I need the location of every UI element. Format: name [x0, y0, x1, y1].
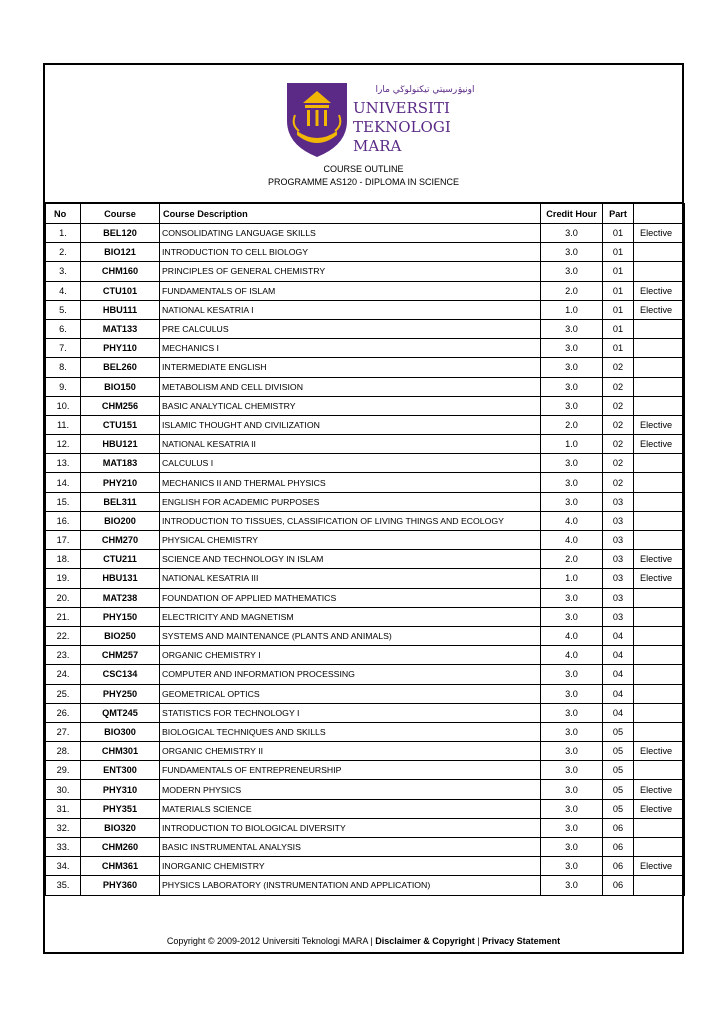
row-number: 21.	[46, 607, 81, 626]
table-row	[46, 646, 685, 665]
part: 02	[603, 396, 634, 415]
credit-hour: 1.0	[541, 435, 603, 454]
header-course: Course	[81, 204, 160, 224]
course-description: CALCULUS I	[160, 454, 541, 473]
course-code: CTU101	[81, 281, 160, 300]
row-number: 27.	[46, 722, 81, 741]
credit-hour: 3.0	[541, 665, 603, 684]
course-code: HBU131	[81, 569, 160, 588]
table-row	[46, 838, 685, 857]
course-description: INTRODUCTION TO TISSUES, CLASSIFICATION OF LIVING THINGS AND ECOLOGY	[160, 511, 541, 530]
course-description: BASIC ANALYTICAL CHEMISTRY	[160, 396, 541, 415]
table-row	[46, 799, 685, 818]
table-row	[46, 742, 685, 761]
part: 02	[603, 454, 634, 473]
row-number: 26.	[46, 703, 81, 722]
credit-hour: 3.0	[541, 243, 603, 262]
table-row	[46, 377, 685, 396]
course-code: CHM361	[81, 857, 160, 876]
elective-note	[634, 818, 685, 837]
table-row	[46, 818, 685, 837]
credit-hour: 3.0	[541, 818, 603, 837]
course-description: SCIENCE AND TECHNOLOGY IN ISLAM	[160, 550, 541, 569]
header-no: No	[46, 204, 81, 224]
credit-hour: 4.0	[541, 531, 603, 550]
course-description: PRINCIPLES OF GENERAL CHEMISTRY	[160, 262, 541, 281]
credit-hour: 3.0	[541, 780, 603, 799]
table-row	[46, 761, 685, 780]
course-description: FUNDAMENTALS OF ISLAM	[160, 281, 541, 300]
elective-note	[634, 588, 685, 607]
course-code: BIO150	[81, 377, 160, 396]
course-code: MAT183	[81, 454, 160, 473]
privacy-link[interactable]: Privacy Statement	[482, 936, 561, 946]
row-number: 4.	[46, 281, 81, 300]
table-row	[46, 319, 685, 338]
table-row	[46, 473, 685, 492]
course-description: SYSTEMS AND MAINTENANCE (PLANTS AND ANIMALS)	[160, 626, 541, 645]
credit-hour: 3.0	[541, 607, 603, 626]
part: 01	[603, 224, 634, 243]
credit-hour: 3.0	[541, 742, 603, 761]
course-code: CTU211	[81, 550, 160, 569]
row-number: 9.	[46, 377, 81, 396]
logo-line-1: UNIVERSITI	[353, 99, 450, 117]
part: 05	[603, 780, 634, 799]
part: 02	[603, 435, 634, 454]
elective-note: Elective	[634, 281, 685, 300]
row-number: 30.	[46, 780, 81, 799]
row-number: 1.	[46, 224, 81, 243]
table-row	[46, 511, 685, 530]
part: 01	[603, 243, 634, 262]
course-description: ORGANIC CHEMISTRY II	[160, 742, 541, 761]
course-description: MATERIALS SCIENCE	[160, 799, 541, 818]
elective-note	[634, 626, 685, 645]
course-code: BIO121	[81, 243, 160, 262]
uitm-logo	[285, 79, 475, 159]
course-description: MECHANICS II AND THERMAL PHYSICS	[160, 473, 541, 492]
course-description: NATIONAL KESATRIA I	[160, 300, 541, 319]
course-code: CHM270	[81, 531, 160, 550]
elective-note	[634, 339, 685, 358]
elective-note	[634, 243, 685, 262]
elective-note: Elective	[634, 799, 685, 818]
row-number: 23.	[46, 646, 81, 665]
part: 03	[603, 588, 634, 607]
elective-note	[634, 492, 685, 511]
row-number: 31.	[46, 799, 81, 818]
table-row	[46, 435, 685, 454]
row-number: 5.	[46, 300, 81, 319]
elective-note: Elective	[634, 435, 685, 454]
row-number: 14.	[46, 473, 81, 492]
row-number: 32.	[46, 818, 81, 837]
part: 04	[603, 646, 634, 665]
credit-hour: 1.0	[541, 569, 603, 588]
table-row	[46, 224, 685, 243]
elective-note: Elective	[634, 742, 685, 761]
row-number: 3.	[46, 262, 81, 281]
course-code: BEL311	[81, 492, 160, 511]
course-description: CONSOLIDATING LANGUAGE SKILLS	[160, 224, 541, 243]
credit-hour: 3.0	[541, 838, 603, 857]
course-code: PHY210	[81, 473, 160, 492]
row-number: 7.	[46, 339, 81, 358]
row-number: 24.	[46, 665, 81, 684]
table-row	[46, 415, 685, 434]
table-row	[46, 454, 685, 473]
credit-hour: 3.0	[541, 799, 603, 818]
footer-separator: |	[474, 936, 483, 946]
part: 02	[603, 358, 634, 377]
row-number: 33.	[46, 838, 81, 857]
document-title: COURSE OUTLINE	[323, 164, 404, 174]
course-code: CHM260	[81, 838, 160, 857]
course-description: BIOLOGICAL TECHNIQUES AND SKILLS	[160, 722, 541, 741]
course-code: CHM301	[81, 742, 160, 761]
course-description: FOUNDATION OF APPLIED MATHEMATICS	[160, 588, 541, 607]
part: 03	[603, 607, 634, 626]
course-description: INTRODUCTION TO BIOLOGICAL DIVERSITY	[160, 818, 541, 837]
credit-hour: 2.0	[541, 550, 603, 569]
table-row	[46, 550, 685, 569]
part: 03	[603, 492, 634, 511]
credit-hour: 2.0	[541, 415, 603, 434]
credit-hour: 3.0	[541, 703, 603, 722]
row-number: 29.	[46, 761, 81, 780]
part: 01	[603, 300, 634, 319]
table-row	[46, 262, 685, 281]
credit-hour: 2.0	[541, 281, 603, 300]
course-code: BEL260	[81, 358, 160, 377]
credit-hour: 3.0	[541, 761, 603, 780]
elective-note	[634, 531, 685, 550]
table-row	[46, 626, 685, 645]
course-description: ELECTRICITY AND MAGNETISM	[160, 607, 541, 626]
part: 01	[603, 319, 634, 338]
row-number: 17.	[46, 531, 81, 550]
part: 06	[603, 838, 634, 857]
course-code: BIO200	[81, 511, 160, 530]
course-description: PRE CALCULUS	[160, 319, 541, 338]
part: 03	[603, 550, 634, 569]
course-description: MECHANICS I	[160, 339, 541, 358]
document-subtitle: PROGRAMME AS120 - DIPLOMA IN SCIENCE	[267, 177, 460, 187]
course-description: ENGLISH FOR ACADEMIC PURPOSES	[160, 492, 541, 511]
credit-hour: 3.0	[541, 377, 603, 396]
header-credit-hour: Credit Hour	[541, 204, 603, 224]
row-number: 25.	[46, 684, 81, 703]
part: 04	[603, 665, 634, 684]
course-description: GEOMETRICAL OPTICS	[160, 684, 541, 703]
course-code: MAT133	[81, 319, 160, 338]
document-title-block	[45, 163, 682, 189]
credit-hour: 3.0	[541, 876, 603, 895]
credit-hour: 3.0	[541, 684, 603, 703]
row-number: 11.	[46, 415, 81, 434]
elective-note	[634, 262, 685, 281]
course-code: HBU111	[81, 300, 160, 319]
table-row	[46, 396, 685, 415]
part: 06	[603, 876, 634, 895]
course-table	[45, 203, 685, 896]
logo-arabic-text: اونيۏرسيتي تيكنولوڬي مارا	[375, 85, 475, 95]
course-code: PHY110	[81, 339, 160, 358]
course-code: CSC134	[81, 665, 160, 684]
elective-note	[634, 607, 685, 626]
credit-hour: 3.0	[541, 396, 603, 415]
course-description: INORGANIC CHEMISTRY	[160, 857, 541, 876]
course-code: MAT238	[81, 588, 160, 607]
credit-hour: 3.0	[541, 339, 603, 358]
elective-note	[634, 876, 685, 895]
table-row	[46, 492, 685, 511]
row-number: 15.	[46, 492, 81, 511]
credit-hour: 3.0	[541, 262, 603, 281]
part: 04	[603, 703, 634, 722]
part: 06	[603, 818, 634, 837]
part: 02	[603, 415, 634, 434]
course-description: MODERN PHYSICS	[160, 780, 541, 799]
elective-note	[634, 358, 685, 377]
table-row	[46, 531, 685, 550]
row-number: 18.	[46, 550, 81, 569]
part: 03	[603, 511, 634, 530]
course-code: PHY150	[81, 607, 160, 626]
header-extra	[634, 204, 685, 224]
row-number: 12.	[46, 435, 81, 454]
course-code: PHY250	[81, 684, 160, 703]
table-row	[46, 780, 685, 799]
row-number: 35.	[46, 876, 81, 895]
row-number: 20.	[46, 588, 81, 607]
course-code: CHM257	[81, 646, 160, 665]
part: 02	[603, 377, 634, 396]
table-row	[46, 358, 685, 377]
elective-note	[634, 319, 685, 338]
row-number: 13.	[46, 454, 81, 473]
course-code: BIO250	[81, 626, 160, 645]
elective-note: Elective	[634, 857, 685, 876]
elective-note: Elective	[634, 550, 685, 569]
credit-hour: 3.0	[541, 473, 603, 492]
course-description: INTERMEDIATE ENGLISH	[160, 358, 541, 377]
course-code: BIO320	[81, 818, 160, 837]
course-description: ISLAMIC THOUGHT AND CIVILIZATION	[160, 415, 541, 434]
course-code: QMT245	[81, 703, 160, 722]
elective-note	[634, 454, 685, 473]
document-page	[43, 63, 684, 954]
credit-hour: 3.0	[541, 358, 603, 377]
credit-hour: 3.0	[541, 492, 603, 511]
course-description: NATIONAL KESATRIA II	[160, 435, 541, 454]
footer-copyright: Copyright © 2009-2012 Universiti Teknologi MARA |	[166, 936, 376, 946]
table-row	[46, 281, 685, 300]
document-header	[45, 65, 682, 203]
part: 01	[603, 262, 634, 281]
elective-note	[634, 511, 685, 530]
table-row	[46, 607, 685, 626]
course-description: NATIONAL KESATRIA III	[160, 569, 541, 588]
course-description: METABOLISM AND CELL DIVISION	[160, 377, 541, 396]
course-description: PHYSICS LABORATORY (INSTRUMENTATION AND APPLICATION)	[160, 876, 541, 895]
table-row	[46, 243, 685, 262]
table-row	[46, 665, 685, 684]
part: 04	[603, 626, 634, 645]
course-description: STATISTICS FOR TECHNOLOGY I	[160, 703, 541, 722]
course-code: CHM256	[81, 396, 160, 415]
elective-note: Elective	[634, 780, 685, 799]
course-description: PHYSICAL CHEMISTRY	[160, 531, 541, 550]
credit-hour: 3.0	[541, 857, 603, 876]
credit-hour: 4.0	[541, 511, 603, 530]
course-code: ENT300	[81, 761, 160, 780]
header-description: Course Description	[160, 204, 541, 224]
elective-note: Elective	[634, 224, 685, 243]
part: 05	[603, 761, 634, 780]
credit-hour: 3.0	[541, 588, 603, 607]
row-number: 8.	[46, 358, 81, 377]
course-description: FUNDAMENTALS OF ENTREPRENEURSHIP	[160, 761, 541, 780]
elective-note	[634, 703, 685, 722]
course-code: HBU121	[81, 435, 160, 454]
elective-note	[634, 377, 685, 396]
table-row	[46, 684, 685, 703]
table-row	[46, 876, 685, 895]
table-row	[46, 857, 685, 876]
elective-note: Elective	[634, 300, 685, 319]
elective-note	[634, 722, 685, 741]
part: 04	[603, 684, 634, 703]
table-row	[46, 588, 685, 607]
elective-note	[634, 761, 685, 780]
course-description: BASIC INSTRUMENTAL ANALYSIS	[160, 838, 541, 857]
row-number: 19.	[46, 569, 81, 588]
elective-note	[634, 473, 685, 492]
course-code: PHY360	[81, 876, 160, 895]
part: 02	[603, 473, 634, 492]
course-description: ORGANIC CHEMISTRY I	[160, 646, 541, 665]
row-number: 28.	[46, 742, 81, 761]
logo-line-3: MARA	[353, 137, 402, 155]
row-number: 22.	[46, 626, 81, 645]
table-row	[46, 339, 685, 358]
course-description: INTRODUCTION TO CELL BIOLOGY	[160, 243, 541, 262]
table-row	[46, 300, 685, 319]
part: 05	[603, 742, 634, 761]
footer	[45, 931, 682, 952]
row-number: 34.	[46, 857, 81, 876]
credit-hour: 3.0	[541, 224, 603, 243]
part: 05	[603, 722, 634, 741]
credit-hour: 4.0	[541, 646, 603, 665]
course-code: CTU151	[81, 415, 160, 434]
course-code: CHM160	[81, 262, 160, 281]
part: 03	[603, 531, 634, 550]
course-code: BEL120	[81, 224, 160, 243]
credit-hour: 4.0	[541, 626, 603, 645]
course-code: PHY310	[81, 780, 160, 799]
elective-note: Elective	[634, 415, 685, 434]
header-part: Part	[603, 204, 634, 224]
course-code: PHY351	[81, 799, 160, 818]
part: 01	[603, 281, 634, 300]
row-number: 2.	[46, 243, 81, 262]
row-number: 10.	[46, 396, 81, 415]
elective-note	[634, 396, 685, 415]
elective-note	[634, 684, 685, 703]
part: 06	[603, 857, 634, 876]
course-code: BIO300	[81, 722, 160, 741]
credit-hour: 1.0	[541, 300, 603, 319]
elective-note	[634, 646, 685, 665]
table-row	[46, 703, 685, 722]
logo-line-2: TEKNOLOGI	[353, 118, 451, 136]
row-number: 16.	[46, 511, 81, 530]
table-row	[46, 722, 685, 741]
part: 05	[603, 799, 634, 818]
disclaimer-link[interactable]: Disclaimer & Copyright	[375, 936, 475, 946]
credit-hour: 3.0	[541, 722, 603, 741]
elective-note	[634, 665, 685, 684]
table-header-row	[46, 204, 685, 224]
elective-note	[634, 838, 685, 857]
credit-hour: 3.0	[541, 454, 603, 473]
elective-note: Elective	[634, 569, 685, 588]
row-number: 6.	[46, 319, 81, 338]
part: 03	[603, 569, 634, 588]
course-description: COMPUTER AND INFORMATION PROCESSING	[160, 665, 541, 684]
table-row	[46, 569, 685, 588]
credit-hour: 3.0	[541, 319, 603, 338]
part: 01	[603, 339, 634, 358]
